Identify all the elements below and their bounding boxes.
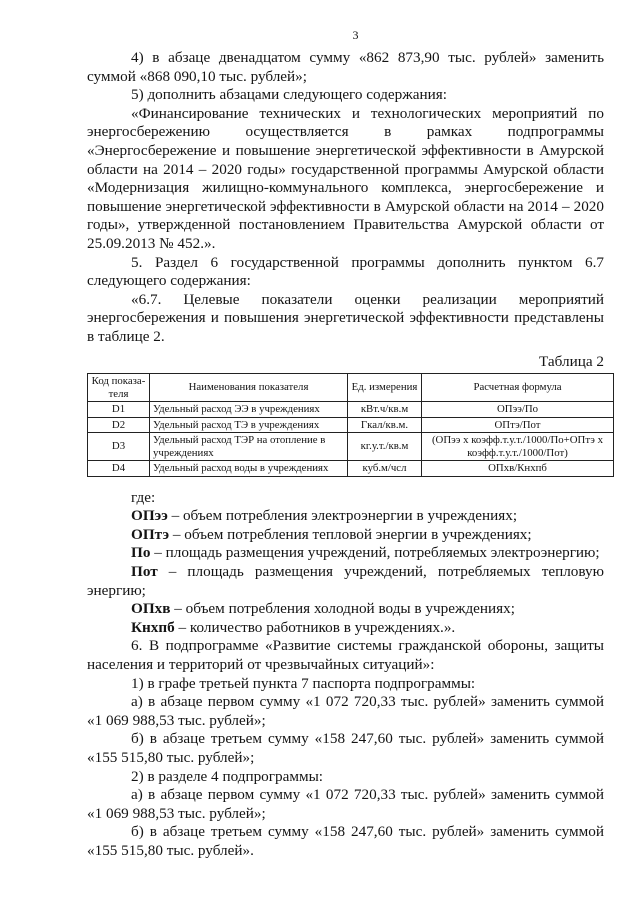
cell-formula: (ОПээ х коэфф.т.у.т./1000/По+ОПтэ х коэфф.т.у.т./1000/Пот) <box>422 433 614 461</box>
header-name: Наименования показателя <box>150 374 348 402</box>
definition-term: ОПтэ <box>131 525 170 543</box>
cell-name: Удельный расход воды в учреждениях <box>150 461 348 477</box>
definition-term: Кнхпб <box>131 618 175 636</box>
header-code: Код показа-теля <box>88 374 150 402</box>
cell-unit: кВт.ч/кв.м <box>348 402 422 418</box>
cell-unit: Гкал/кв.м. <box>348 417 422 433</box>
paragraph: 5) дополнить абзацами следующего содержания: <box>131 86 447 104</box>
definition <box>87 619 604 638</box>
paragraph: 1) в графе третьей пункта 7 паспорта подпрограммы: <box>131 674 476 692</box>
definition <box>87 507 604 526</box>
header-unit: Ед. измерения <box>348 374 422 402</box>
definition <box>87 600 604 619</box>
table-row <box>88 417 614 433</box>
paragraph: «6.7. Целевые показатели оценки реализации мероприятий энергосбережения и повышения энергетической эффективности представлены в таблице 2. <box>87 290 604 345</box>
cell-code: D1 <box>88 402 150 418</box>
cell-formula: ОПхв/Кнхпб <box>422 461 614 477</box>
paragraph: 4) в абзаце двенадцатом сумму «862 873,90 тыс. рублей» заменить суммой «868 090,10 тыс. рублей»; <box>87 49 604 85</box>
paragraph: а) в абзаце первом сумму «1 072 720,33 тыс. рублей» заменить суммой «1 069 988,53 тыс. рублей»; <box>87 786 604 822</box>
page-number: 3 <box>352 28 359 42</box>
paragraph: б) в абзаце третьем сумму «158 247,60 тыс. рублей» заменить суммой «155 515,80 тыс. рублей»; <box>87 730 604 766</box>
cell-code: D2 <box>88 417 150 433</box>
paragraph: 5. Раздел 6 государственной программы дополнить пунктом 6.7 следующего содержания: <box>87 253 604 290</box>
cell-code: D4 <box>88 461 150 477</box>
cell-name: Удельный расход ТЭР на отопление в учреждениях <box>150 433 348 461</box>
where-label: где: <box>131 488 156 506</box>
definition-text: – объем потребления тепловой энергии в учреждениях; <box>169 525 532 543</box>
table-row <box>88 433 614 461</box>
paragraph: 6. В подпрограмме «Развитие системы гражданской обороны, защиты населения и территорий от чрезвычайных ситуаций»: <box>87 637 604 673</box>
paragraph: «Финансирование технических и технологических мероприятий по энергосбережению осуществляется в рамках подпрограммы «Энергосбережение и повышение энергетической эффективности в Амурской области на 2014 – 2020 годы» государственной программы Амурской области «Модернизация жилищно-коммунального комплекса, энергосбережение и повышение энергетической эффективности в Амурской области на 2014 – 2020 годы», утвержденной постановлением Правительства Амурской области от 25.09.2013 № 452.». <box>87 104 604 252</box>
cell-code: D3 <box>88 433 150 461</box>
definition-text: – площадь размещения учреждений, потребляемых электроэнергию; <box>150 544 600 562</box>
paragraph: б) в абзаце третьем сумму «158 247,60 тыс. рублей» заменить суммой «155 515,80 тыс. рублей». <box>87 823 604 859</box>
definition-term: ОПээ <box>131 507 168 525</box>
header-formula: Расчетная формула <box>422 374 614 402</box>
definition-text: – объем потребления холодной воды в учреждениях; <box>170 600 515 618</box>
definition-text: – количество работников в учреждениях.». <box>174 618 456 636</box>
cell-formula: ОПээ/По <box>422 402 614 418</box>
cell-formula: ОПтэ/Пот <box>422 417 614 433</box>
definition <box>87 544 604 563</box>
definition-term: Пот <box>131 562 158 580</box>
indicators-table <box>87 373 614 477</box>
definition-term: ОПхв <box>131 600 171 618</box>
table-header-row <box>88 374 614 402</box>
paragraph: а) в абзаце первом сумму «1 072 720,33 тыс. рублей» заменить суммой «1 069 988,53 тыс. рублей»; <box>87 693 604 729</box>
cell-unit: кг.у.т./кв.м <box>348 433 422 461</box>
definition <box>87 526 604 545</box>
cell-name: Удельный расход ЭЭ в учреждениях <box>150 402 348 418</box>
definition <box>87 563 604 600</box>
definition-term: По <box>131 544 151 562</box>
table-caption: Таблица 2 <box>539 352 604 370</box>
table-row <box>88 461 614 477</box>
definition-text: – объем потребления электроэнергии в учреждениях; <box>167 507 518 525</box>
paragraph: 2) в разделе 4 подпрограммы: <box>131 767 323 785</box>
cell-name: Удельный расход ТЭ в учреждениях <box>150 417 348 433</box>
definition-text: – площадь размещения учреждений, потребляемых тепловую энергию; <box>87 562 604 599</box>
table-row <box>88 402 614 418</box>
cell-unit: куб.м/чсл <box>348 461 422 477</box>
